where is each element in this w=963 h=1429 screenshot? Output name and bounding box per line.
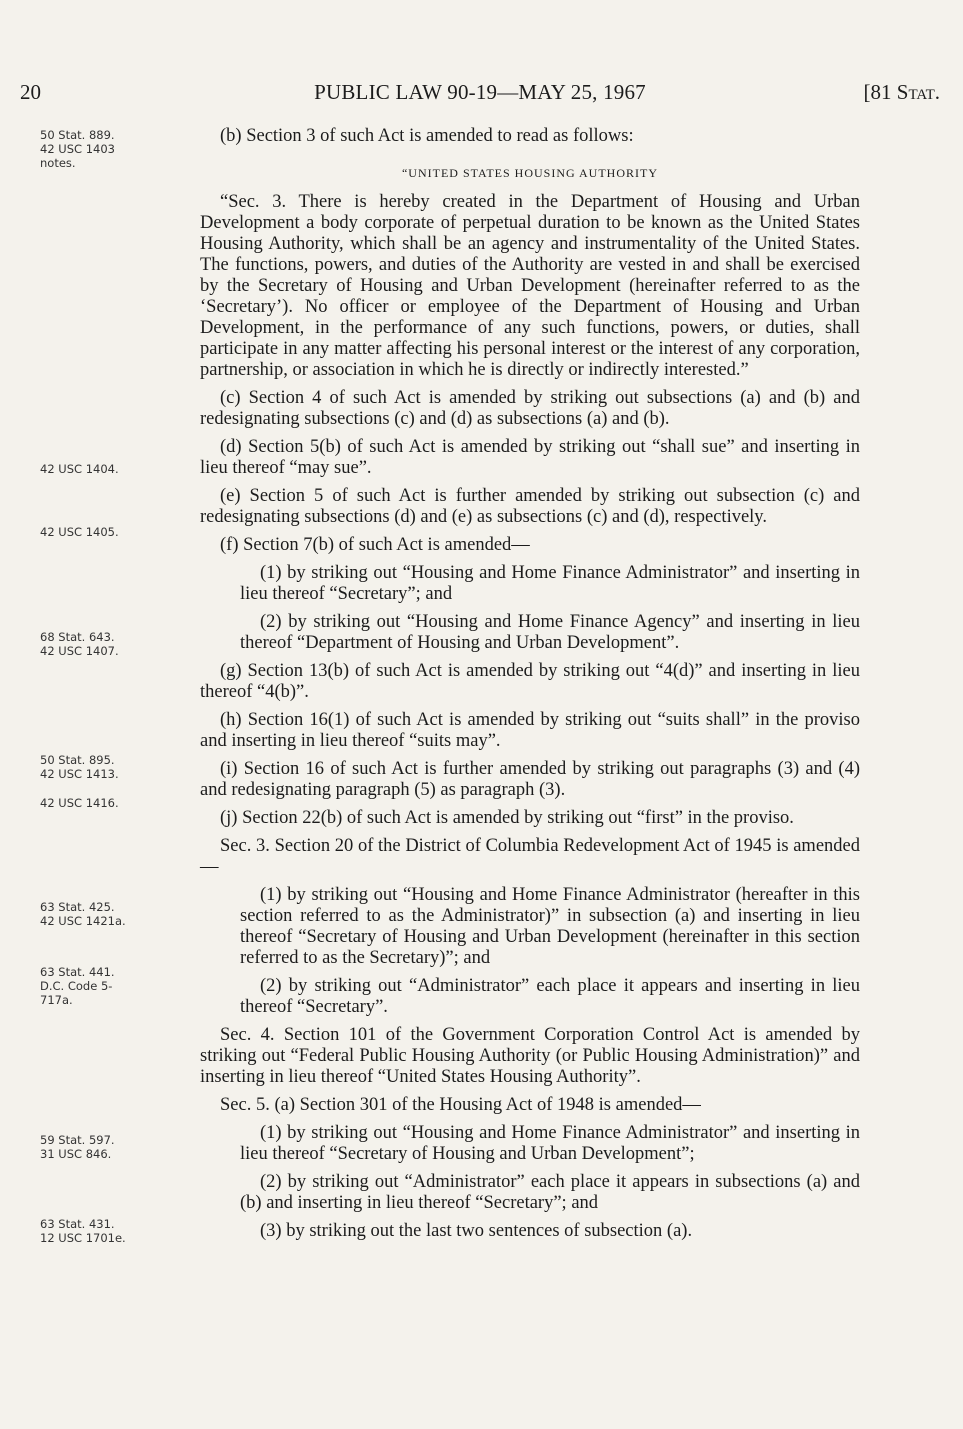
margin-note: 63 Stat. 431. 12 USC 1701e. [40,1217,126,1245]
section-5-paragraph-1: (1) by striking out “Housing and Home Finance Administrator” and inserting in lieu thereof “Secretary of Housing and Urban Development”; [240,1123,860,1164]
margin-note: 50 Stat. 895. 42 USC 1413. [40,753,119,781]
margin-note: 42 USC 1404. [40,462,119,476]
section-3-paragraph-1: (1) by striking out “Housing and Home Finance Administrator (hereafter in this section referred to as the Administrator)” in subsection (a) and inserting in lieu thereof “Secretary of Housing and Urban Development (hereinafter in this section referred to as the Secretary)”; and [240,885,860,968]
subsection-h: (h) Section 16(1) of such Act is amended by striking out “suits shall” in the proviso and inserting in lieu thereof “suits may”. [200,710,860,751]
section-3-paragraph-2: (2) by striking out “Administrator” each place it appears and inserting in lieu thereof “Secretary”. [240,976,860,1017]
subsection-i: (i) Section 16 of such Act is further amended by striking out paragraphs (3) and (4) and redesignating paragraph (5) as paragraph (3). [200,759,860,800]
subsection-e: (e) Section 5 of such Act is further amended by striking out subsection (c) and redesignating subsections (d) and (e) as subsections (c) and (d), respectively. [200,486,860,527]
margin-note: 63 Stat. 441. D.C. Code 5- 717a. [40,965,115,1007]
statute-reference: [81 Stat. [863,80,940,104]
subsection-g: (g) Section 13(b) of such Act is amended by striking out “4(d)” and inserting in lieu thereof “4(b)”. [200,661,860,702]
paragraph-f-2: (2) by striking out “Housing and Home Finance Agency” and inserting in lieu thereof “Department of Housing and Urban Development”. [240,612,860,653]
subsection-f: (f) Section 7(b) of such Act is amended— [220,535,530,555]
margin-note: 50 Stat. 889. 42 USC 1403 notes. [40,128,115,170]
running-head: PUBLIC LAW 90-19—MAY 25, 1967 [314,80,646,104]
subsection-c: (c) Section 4 of such Act is amended by striking out subsections (a) and (b) and redesignating subsections (c) and (d) as subsections (a) and (b). [200,388,860,429]
margin-note: 42 USC 1405. [40,525,119,539]
margin-note: 42 USC 1416. [40,796,119,810]
margin-note: 68 Stat. 643. 42 USC 1407. [40,630,119,658]
section-5-paragraph-2: (2) by striking out “Administrator” each place it appears in subsections (a) and (b) and inserting in lieu thereof “Secretary”; and [240,1172,860,1213]
subsection-d: (d) Section 5(b) of such Act is amended by striking out “shall sue” and inserting in lieu thereof “may sue”. [200,437,860,478]
subsection-j: (j) Section 22(b) of such Act is amended by striking out “first” in the proviso. [220,808,794,828]
statute-body [200,126,860,1249]
section-5: Sec. 5. (a) Section 301 of the Housing Act of 1948 is amended— [220,1095,701,1115]
section-3-text: “Sec. 3. There is hereby created in the Department of Housing and Urban Development a body corporate of perpetual duration to be known as the United States Housing Authority, which shall be an agency and instrumentality of the United States. The functions, powers, and duties of the Authority are vested in and shall be exercised by the Secretary of Housing and Urban Development (hereinafter referred to as the ‘Secretary’). No officer or employee of the Department of Housing and Urban Development, in the performance of any such functions, powers, or duties, shall participate in any matter affecting his personal interest or the interest of any corporation, partnership, or association in which he is directly or indirectly interested.” [200,192,860,380]
section-5-paragraph-3: (3) by striking out the last two sentences of subsection (a). [260,1221,693,1241]
subsection-b: (b) Section 3 of such Act is amended to read as follows: [220,126,634,146]
paragraph-f-1: (1) by striking out “Housing and Home Finance Administrator” and inserting in lieu thereof “Secretary”; and [240,563,860,604]
page-number: 20 [20,80,41,104]
page-header [20,80,940,110]
section-4: Sec. 4. Section 101 of the Government Corporation Control Act is amended by striking out “Federal Public Housing Authority (or Public Housing Administration)” and inserting in lieu thereof “United States Housing Authority”. [200,1025,860,1087]
section-heading: “UNITED STATES HOUSING AUTHORITY [401,166,659,180]
margin-note: 59 Stat. 597. 31 USC 846. [40,1133,115,1161]
margin-note: 63 Stat. 425. 42 USC 1421a. [40,900,126,928]
section-3: Sec. 3. Section 20 of the District of Columbia Redevelopment Act of 1945 is amended— [200,836,860,877]
